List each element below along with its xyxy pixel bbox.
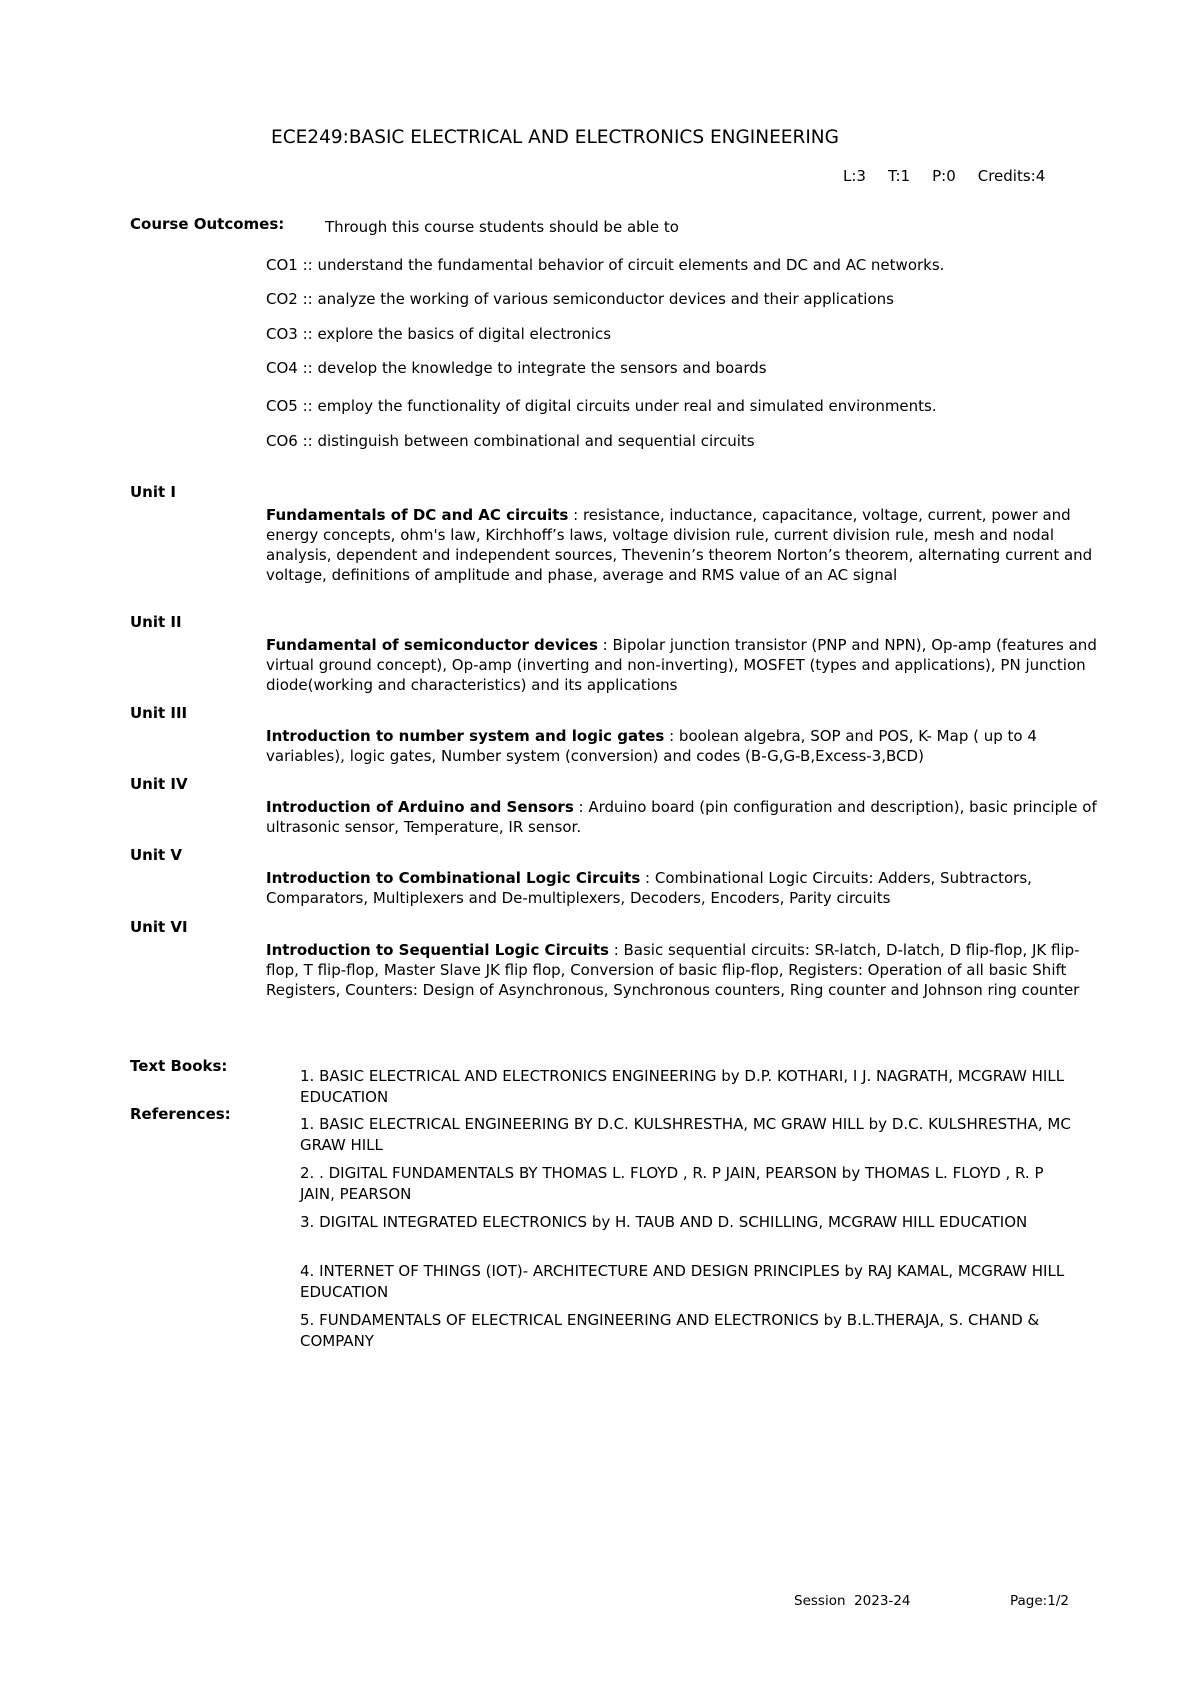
unit-5-heading: Introduction to Combinational Logic Circuits: [266, 869, 641, 887]
unit-2-label: Unit II: [130, 613, 182, 631]
course-outcome-2: CO2 :: analyze the working of various semiconductor devices and their applications: [266, 290, 894, 308]
reference-4: 4. INTERNET OF THINGS (IOT)- ARCHITECTURE AND DESIGN PRINCIPLES by RAJ KAMAL, MCGRAW HILL EDUCATION: [300, 1262, 1065, 1301]
unit-6-content: [266, 940, 1106, 1000]
unit-5-topics: : Combinational Logic Circuits: Adders, Subtractors, Comparators, Multiplexers and De-multiplexers, Decoders, Encoders, Parity circuits: [266, 869, 1032, 907]
references-label: References:: [130, 1105, 231, 1123]
unit-6-label: Unit VI: [130, 918, 188, 936]
tutorial-hours: T:1: [887, 167, 911, 185]
course-outcome-6: CO6 :: distinguish between combinational and sequential circuits: [266, 432, 755, 450]
text-books-label: Text Books:: [130, 1057, 228, 1075]
lecture-hours: L:3: [843, 167, 866, 185]
course-outcomes-intro: Through this course students should be able to: [325, 218, 679, 236]
practical-hours: P:0: [932, 167, 956, 185]
credit-count: Credits:4: [977, 167, 1046, 185]
unit-3-label: Unit III: [130, 704, 188, 722]
course-outcomes-label: Course Outcomes:: [130, 215, 285, 233]
reference-5: 5. FUNDAMENTALS OF ELECTRICAL ENGINEERING AND ELECTRONICS by B.L.THERAJA, S. CHAND & COMPANY: [300, 1311, 1040, 1350]
document-title: ECE249:BASIC ELECTRICAL AND ELECTRONICS ENGINEERING: [271, 127, 839, 148]
unit-4-topics: : Arduino board (pin configuration and description), basic principle of ultrasonic sensor, Temperature, IR sensor.: [266, 798, 1097, 836]
unit-2-content: [266, 635, 1106, 695]
unit-3-heading: Introduction to number system and logic gates: [266, 727, 665, 745]
unit-2-heading: Fundamental of semiconductor devices: [266, 636, 598, 654]
reference-2: 2. . DIGITAL FUNDAMENTALS BY THOMAS L. FLOYD , R. P JAIN, PEARSON by THOMAS L. FLOYD , R. P JAIN, PEARSON: [300, 1164, 1044, 1203]
unit-4-heading: Introduction of Arduino and Sensors: [266, 798, 574, 816]
unit-1-heading: Fundamentals of DC and AC circuits: [266, 506, 569, 524]
course-outcome-5: CO5 :: employ the functionality of digital circuits under real and simulated environments.: [266, 397, 937, 415]
text-book-1: 1. BASIC ELECTRICAL AND ELECTRONICS ENGINEERING by D.P. KOTHARI, I J. NAGRATH, MCGRAW HILL EDUCATION: [300, 1067, 1065, 1106]
unit-6-topics: : Basic sequential circuits: SR-latch, D-latch, D flip-flop, JK flip- flop, T flip-flop, Master Slave JK flip flop, Conversion of basic flip-flop, Registers: Operation of all basic Shift Registers, Counters: Design of Asynchronous, Synchronous counters, Ring counter and Johnson ring counter: [266, 941, 1080, 999]
unit-1-content: [266, 505, 1106, 585]
unit-5-content: [266, 868, 1106, 908]
unit-2-topics: : Bipolar junction transistor (PNP and NPN), Op-amp (features and virtual ground concept), Op-amp (inverting and non-inverting), MOSFET (types and applications), PN junction diode(working and characteristics) and its applications: [266, 636, 1097, 694]
unit-5-label: Unit V: [130, 846, 183, 864]
unit-3-content: [266, 726, 1106, 766]
page-number: Page:1/2: [1010, 1593, 1069, 1609]
course-outcome-1: CO1 :: understand the fundamental behavior of circuit elements and DC and AC networks.: [266, 256, 945, 274]
unit-1-label: Unit I: [130, 483, 176, 501]
credits-line: [843, 167, 1045, 185]
unit-3-topics: : boolean algebra, SOP and POS, K- Map ( up to 4 variables), logic gates, Number system (conversion) and codes (B-G,G-B,Excess-3,BCD): [266, 727, 1037, 765]
unit-1-topics: : resistance, inductance, capacitance, voltage, current, power and energy concepts, ohm's law, Kirchhoff’s laws, voltage division rule, current division rule, mesh and nodal analysis, dependent and independent sources, Thevenin’s theorem Norton’s theorem, alternating current and voltage, definitions of amplitude and phase, average and RMS value of an AC signal: [266, 506, 1093, 584]
unit-4-label: Unit IV: [130, 775, 188, 793]
course-outcome-4: CO4 :: develop the knowledge to integrate the sensors and boards: [266, 359, 767, 377]
reference-3: 3. DIGITAL INTEGRATED ELECTRONICS by H. TAUB AND D. SCHILLING, MCGRAW HILL EDUCATION: [300, 1213, 1028, 1231]
session-label: Session 2023-24: [794, 1593, 911, 1609]
course-outcome-3: CO3 :: explore the basics of digital electronics: [266, 325, 612, 343]
reference-1: 1. BASIC ELECTRICAL ENGINEERING BY D.C. KULSHRESTHA, MC GRAW HILL by D.C. KULSHRESTHA, MC GRAW HILL: [300, 1115, 1071, 1154]
unit-4-content: [266, 797, 1106, 837]
unit-6-heading: Introduction to Sequential Logic Circuits: [266, 941, 609, 959]
